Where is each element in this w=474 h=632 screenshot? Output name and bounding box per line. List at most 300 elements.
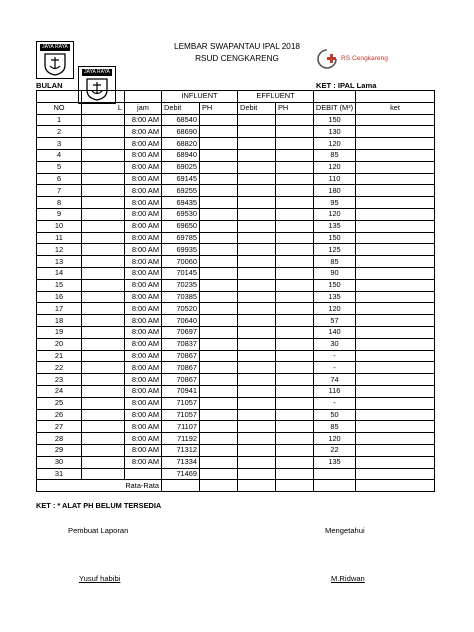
ph-in-cell <box>200 232 238 244</box>
ph-in-cell <box>200 315 238 327</box>
tgl-cell <box>82 315 125 327</box>
ph-in-cell <box>200 244 238 256</box>
pembuat-label: Pembuat Laporan <box>68 526 129 535</box>
debit-in-cell: 70235 <box>162 279 200 291</box>
no-cell: 3 <box>37 138 82 150</box>
blank-cell <box>37 91 82 103</box>
table-row <box>37 197 435 209</box>
debit-eff-cell <box>238 338 276 350</box>
tgl-cell <box>82 126 125 138</box>
jam-cell: 8:00 AM <box>125 456 162 468</box>
ph-eff-cell <box>276 185 314 197</box>
debit-eff-cell <box>238 444 276 456</box>
debit-m3-cell: 116 <box>314 385 356 397</box>
jam-cell: 8:00 AM <box>125 114 162 126</box>
tgl-cell <box>82 303 125 315</box>
ph-eff-cell <box>276 456 314 468</box>
debit-in-cell: 68690 <box>162 126 200 138</box>
debit-in-cell: 69255 <box>162 185 200 197</box>
ph-eff-cell <box>276 338 314 350</box>
tgl-cell <box>82 208 125 220</box>
debit-eff-cell <box>238 161 276 173</box>
jam-cell: 8:00 AM <box>125 291 162 303</box>
debit-eff-header: Debit <box>238 102 276 114</box>
ket-cell <box>356 114 435 126</box>
blank-cell <box>238 480 276 492</box>
debit-eff-cell <box>238 421 276 433</box>
tgl-cell <box>82 114 125 126</box>
table-row <box>37 173 435 185</box>
table-row <box>37 267 435 279</box>
debit-eff-cell <box>238 138 276 150</box>
tgl-cell <box>82 468 125 480</box>
ph-in-cell <box>200 385 238 397</box>
table-row <box>37 433 435 445</box>
tgl-cell <box>82 173 125 185</box>
debit-m3-cell: 120 <box>314 433 356 445</box>
debit-in-cell: 70867 <box>162 374 200 386</box>
table-row <box>37 208 435 220</box>
debit-in-cell: 71057 <box>162 397 200 409</box>
jam-cell: 8:00 AM <box>125 444 162 456</box>
no-cell: 13 <box>37 256 82 268</box>
ph-eff-cell <box>276 291 314 303</box>
debit-m3-cell: 130 <box>314 126 356 138</box>
ket-cell <box>356 409 435 421</box>
ket-cell <box>356 244 435 256</box>
table-row <box>37 244 435 256</box>
ph-in-cell <box>200 409 238 421</box>
header-row-1 <box>37 91 435 103</box>
ph-in-cell <box>200 220 238 232</box>
debit-m3-cell: 30 <box>314 338 356 350</box>
debit-eff-cell <box>238 256 276 268</box>
tgl-cell <box>82 279 125 291</box>
logo-label: JAYA RAYA <box>40 44 70 51</box>
ph-eff-cell <box>276 444 314 456</box>
tgl-header: L <box>82 102 125 114</box>
debit-in-cell: 68940 <box>162 149 200 161</box>
debit-in-cell: 69935 <box>162 244 200 256</box>
debit-eff-cell <box>238 433 276 445</box>
no-header: NO <box>37 102 82 114</box>
jaya-raya-logo <box>36 41 74 79</box>
rata-rata-label: Rata-Rata <box>37 480 162 492</box>
page-subtitle: RSUD CENGKARENG <box>195 54 279 63</box>
tgl-cell <box>82 409 125 421</box>
ph-in-cell <box>200 350 238 362</box>
table-row <box>37 149 435 161</box>
jam-cell: 8:00 AM <box>125 303 162 315</box>
debit-in-cell: 70697 <box>162 326 200 338</box>
debit-in-cell: 71057 <box>162 409 200 421</box>
ph-eff-cell <box>276 173 314 185</box>
debit-in-cell: 70941 <box>162 385 200 397</box>
ph-in-cell <box>200 338 238 350</box>
no-cell: 8 <box>37 197 82 209</box>
table-row <box>37 456 435 468</box>
ph-eff-header: PH <box>276 102 314 114</box>
debit-m3-cell: 85 <box>314 421 356 433</box>
rs-logo-text: RS Cengkareng <box>341 55 388 62</box>
no-cell: 22 <box>37 362 82 374</box>
no-cell: 1 <box>37 114 82 126</box>
mengetahui-label: Mengetahui <box>325 526 365 535</box>
table-body <box>37 91 435 492</box>
debit-m3-cell: 120 <box>314 303 356 315</box>
jam-cell: 8:00 AM <box>125 173 162 185</box>
ph-in-cell <box>200 468 238 480</box>
debit-in-cell: 69145 <box>162 173 200 185</box>
table-row <box>37 232 435 244</box>
table-row <box>37 350 435 362</box>
no-cell: 11 <box>37 232 82 244</box>
ph-in-cell <box>200 326 238 338</box>
tgl-cell <box>82 232 125 244</box>
table-row <box>37 444 435 456</box>
jam-cell: 8:00 AM <box>125 421 162 433</box>
debit-in-cell: 69785 <box>162 232 200 244</box>
jam-cell: 8:00 AM <box>125 374 162 386</box>
tgl-cell <box>82 291 125 303</box>
debit-m3-cell: 150 <box>314 279 356 291</box>
blank-cell <box>314 480 356 492</box>
debit-m3-cell: 85 <box>314 256 356 268</box>
ph-in-cell <box>200 267 238 279</box>
tgl-cell <box>82 350 125 362</box>
header-row-2 <box>37 102 435 114</box>
tgl-cell <box>82 444 125 456</box>
no-cell: 25 <box>37 397 82 409</box>
blank-cell <box>200 480 238 492</box>
table-row <box>37 291 435 303</box>
ket-cell <box>356 374 435 386</box>
jam-cell: 8:00 AM <box>125 362 162 374</box>
no-cell: 21 <box>37 350 82 362</box>
debit-eff-cell <box>238 244 276 256</box>
debit-eff-cell <box>238 197 276 209</box>
table-row <box>37 220 435 232</box>
debit-in-cell: 69025 <box>162 161 200 173</box>
jam-cell: 8:00 AM <box>125 208 162 220</box>
tgl-cell <box>82 149 125 161</box>
ket-cell <box>356 385 435 397</box>
ph-in-cell <box>200 291 238 303</box>
debit-in-cell: 70520 <box>162 303 200 315</box>
debit-eff-cell <box>238 208 276 220</box>
jam-header: jam <box>125 102 162 114</box>
table-row <box>37 256 435 268</box>
ph-in-cell <box>200 256 238 268</box>
ph-eff-cell <box>276 114 314 126</box>
mengetahui-name: M.Ridwan <box>331 574 365 583</box>
ph-eff-cell <box>276 126 314 138</box>
ph-in-header: PH <box>200 102 238 114</box>
blank-cell <box>82 91 125 103</box>
debit-m3-cell: 120 <box>314 138 356 150</box>
jam-cell: 8:00 AM <box>125 149 162 161</box>
no-cell: 4 <box>37 149 82 161</box>
ph-in-cell <box>200 161 238 173</box>
ph-eff-cell <box>276 208 314 220</box>
jam-cell: 8:00 AM <box>125 279 162 291</box>
debit-m3-cell: 120 <box>314 208 356 220</box>
debit-in-cell: 70867 <box>162 362 200 374</box>
no-cell: 14 <box>37 267 82 279</box>
debit-m3-cell: 150 <box>314 232 356 244</box>
table-row <box>37 303 435 315</box>
ket-cell <box>356 291 435 303</box>
debit-m3-cell: - <box>314 397 356 409</box>
monitoring-table <box>36 90 435 492</box>
table-row <box>37 421 435 433</box>
debit-m3-cell: - <box>314 362 356 374</box>
rata-rata-row <box>37 480 435 492</box>
debit-eff-cell <box>238 185 276 197</box>
no-cell: 29 <box>37 444 82 456</box>
blank-cell <box>314 91 356 103</box>
table-row <box>37 397 435 409</box>
influent-header: INFLUENT <box>162 91 238 103</box>
debit-eff-cell <box>238 114 276 126</box>
table-row <box>37 185 435 197</box>
tgl-cell <box>82 161 125 173</box>
ket-cell <box>356 220 435 232</box>
debit-m3-cell: 74 <box>314 374 356 386</box>
no-cell: 7 <box>37 185 82 197</box>
debit-m3-cell: 22 <box>314 444 356 456</box>
table-row <box>37 315 435 327</box>
ket-cell <box>356 256 435 268</box>
jam-cell: 8:00 AM <box>125 138 162 150</box>
ket-cell <box>356 126 435 138</box>
no-cell: 28 <box>37 433 82 445</box>
debit-in-header: Debit <box>162 102 200 114</box>
tgl-cell <box>82 267 125 279</box>
no-cell: 17 <box>37 303 82 315</box>
ph-in-cell <box>200 114 238 126</box>
no-cell: 2 <box>37 126 82 138</box>
debit-eff-cell <box>238 374 276 386</box>
ph-eff-cell <box>276 409 314 421</box>
debit-eff-cell <box>238 385 276 397</box>
debit-eff-cell <box>238 126 276 138</box>
debit-m3-cell: 57 <box>314 315 356 327</box>
ket-cell <box>356 362 435 374</box>
ph-eff-cell <box>276 362 314 374</box>
ket-cell <box>356 138 435 150</box>
debit-in-cell: 68820 <box>162 138 200 150</box>
debit-m3-cell: - <box>314 350 356 362</box>
debit-in-cell: 70837 <box>162 338 200 350</box>
debit-eff-cell <box>238 149 276 161</box>
ph-eff-cell <box>276 244 314 256</box>
ph-eff-cell <box>276 468 314 480</box>
tgl-cell <box>82 385 125 397</box>
ket-cell <box>356 185 435 197</box>
table-row <box>37 362 435 374</box>
ket-cell <box>356 456 435 468</box>
jam-cell <box>125 468 162 480</box>
ph-in-cell <box>200 208 238 220</box>
debit-m3-cell: 150 <box>314 114 356 126</box>
jam-cell: 8:00 AM <box>125 126 162 138</box>
table-row <box>37 374 435 386</box>
ph-in-cell <box>200 433 238 445</box>
ket-label: KET : IPAL Lama <box>316 81 377 90</box>
debit-in-cell: 71192 <box>162 433 200 445</box>
ph-eff-cell <box>276 161 314 173</box>
jam-cell: 8:00 AM <box>125 397 162 409</box>
ket-cell <box>356 468 435 480</box>
ph-in-cell <box>200 456 238 468</box>
ph-eff-cell <box>276 279 314 291</box>
debit-m3-cell: 135 <box>314 220 356 232</box>
table-row <box>37 126 435 138</box>
ket-cell <box>356 208 435 220</box>
no-cell: 18 <box>37 315 82 327</box>
ph-eff-cell <box>276 149 314 161</box>
ph-in-cell <box>200 421 238 433</box>
ph-in-cell <box>200 444 238 456</box>
table-row <box>37 468 435 480</box>
ph-in-cell <box>200 197 238 209</box>
no-cell: 12 <box>37 244 82 256</box>
debit-in-cell: 69530 <box>162 208 200 220</box>
jam-cell: 8:00 AM <box>125 197 162 209</box>
ket-cell <box>356 267 435 279</box>
debit-in-cell: 71107 <box>162 421 200 433</box>
table-row <box>37 326 435 338</box>
ph-in-cell <box>200 185 238 197</box>
blank-cell <box>276 480 314 492</box>
ph-in-cell <box>200 303 238 315</box>
rs-cengkareng-logo <box>316 48 338 75</box>
debit-in-cell: 69650 <box>162 220 200 232</box>
debit-eff-cell <box>238 315 276 327</box>
debit-m3-cell: 120 <box>314 161 356 173</box>
jam-cell: 8:00 AM <box>125 185 162 197</box>
tgl-cell <box>82 185 125 197</box>
tgl-cell <box>82 138 125 150</box>
tgl-cell <box>82 456 125 468</box>
no-cell: 9 <box>37 208 82 220</box>
debit-m3-cell: 90 <box>314 267 356 279</box>
tgl-cell <box>82 326 125 338</box>
ph-in-cell <box>200 149 238 161</box>
ph-eff-cell <box>276 350 314 362</box>
ph-eff-cell <box>276 197 314 209</box>
jam-cell: 8:00 AM <box>125 232 162 244</box>
ph-eff-cell <box>276 421 314 433</box>
hospital-logo-icon <box>316 48 338 70</box>
ph-in-cell <box>200 374 238 386</box>
effluent-header: EFFLUENT <box>238 91 314 103</box>
debit-eff-cell <box>238 303 276 315</box>
debit-eff-cell <box>238 173 276 185</box>
tgl-cell <box>82 220 125 232</box>
debit-in-cell: 70060 <box>162 256 200 268</box>
debit-in-cell: 70145 <box>162 267 200 279</box>
ket-cell <box>356 421 435 433</box>
no-cell: 6 <box>37 173 82 185</box>
page-title: LEMBAR SWAPANTAU IPAL 2018 <box>174 42 300 51</box>
ph-in-cell <box>200 397 238 409</box>
debit-m3-cell: 180 <box>314 185 356 197</box>
debit-in-cell: 68540 <box>162 114 200 126</box>
ph-in-cell <box>200 126 238 138</box>
debit-m3-cell: 135 <box>314 456 356 468</box>
tgl-cell <box>82 197 125 209</box>
debit-eff-cell <box>238 409 276 421</box>
ket-cell <box>356 433 435 445</box>
debit-m3-cell: 85 <box>314 149 356 161</box>
debit-m3-cell: 125 <box>314 244 356 256</box>
ph-eff-cell <box>276 385 314 397</box>
debit-eff-cell <box>238 220 276 232</box>
ph-eff-cell <box>276 267 314 279</box>
table-row <box>37 385 435 397</box>
jam-cell: 8:00 AM <box>125 409 162 421</box>
jam-cell: 8:00 AM <box>125 161 162 173</box>
debit-in-cell: 69435 <box>162 197 200 209</box>
table-row <box>37 279 435 291</box>
debit-m3-cell <box>314 468 356 480</box>
ket-cell <box>356 279 435 291</box>
debit-eff-cell <box>238 468 276 480</box>
jam-cell: 8:00 AM <box>125 267 162 279</box>
ket-cell <box>356 397 435 409</box>
ket-cell <box>356 149 435 161</box>
jam-cell: 8:00 AM <box>125 326 162 338</box>
debit-in-cell: 71312 <box>162 444 200 456</box>
table-row <box>37 409 435 421</box>
jam-cell: 8:00 AM <box>125 350 162 362</box>
bulan-label: BULAN <box>36 81 63 90</box>
logo-label-2: JAYA RAYA <box>82 69 112 76</box>
pembuat-name: Yusuf habibi <box>79 574 121 583</box>
ph-eff-cell <box>276 303 314 315</box>
blank-cell <box>356 480 435 492</box>
ket-cell <box>356 350 435 362</box>
tgl-cell <box>82 433 125 445</box>
jam-cell: 8:00 AM <box>125 244 162 256</box>
jam-cell: 8:00 AM <box>125 315 162 327</box>
jam-cell: 8:00 AM <box>125 256 162 268</box>
debit-eff-cell <box>238 279 276 291</box>
debit-eff-cell <box>238 397 276 409</box>
ket-note: KET : * ALAT PH BELUM TERSEDIA <box>36 501 162 510</box>
ket-cell <box>356 303 435 315</box>
debit-eff-cell <box>238 232 276 244</box>
ket-header: ket <box>356 102 435 114</box>
ket-cell <box>356 232 435 244</box>
debit-eff-cell <box>238 362 276 374</box>
tgl-cell <box>82 244 125 256</box>
no-cell: 23 <box>37 374 82 386</box>
debit-eff-cell <box>238 350 276 362</box>
no-cell: 20 <box>37 338 82 350</box>
table-row <box>37 338 435 350</box>
debit-in-cell: 70385 <box>162 291 200 303</box>
ph-eff-cell <box>276 220 314 232</box>
ket-cell <box>356 197 435 209</box>
jam-cell: 8:00 AM <box>125 220 162 232</box>
blank-cell <box>356 91 435 103</box>
debit-in-cell: 71334 <box>162 456 200 468</box>
no-cell: 10 <box>37 220 82 232</box>
ket-cell <box>356 444 435 456</box>
